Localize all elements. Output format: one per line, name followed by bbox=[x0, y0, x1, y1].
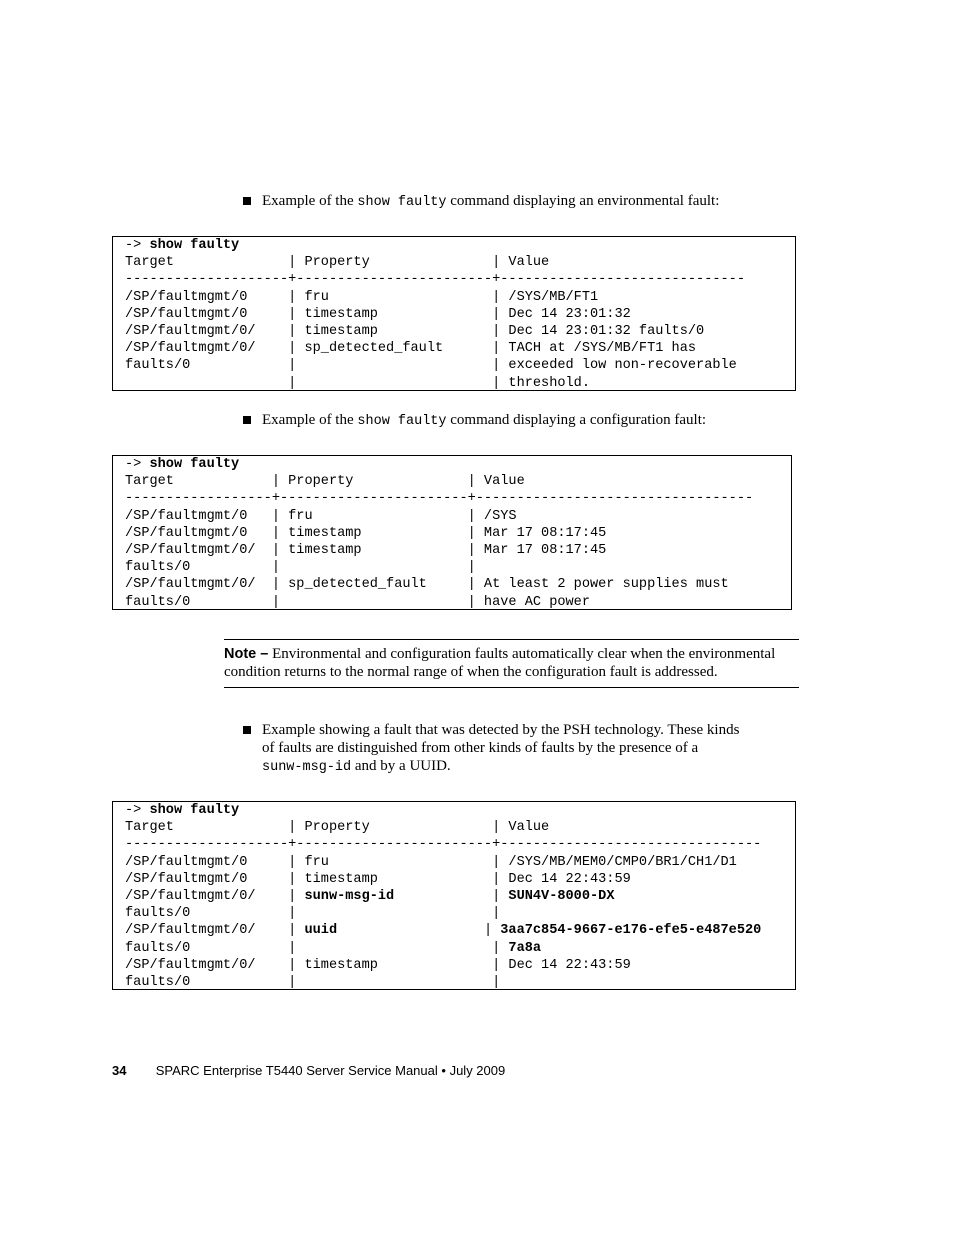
bullet-square-icon bbox=[243, 416, 251, 424]
bullet-text: Example of the show faulty command displaying an environmental fault: bbox=[262, 193, 720, 210]
note-box bbox=[224, 639, 799, 688]
bullet-text: Example of the show faulty command displaying a configuration fault: bbox=[262, 412, 707, 429]
manual-title: SPARC Enterprise T5440 Server Service Manual bbox=[155, 1063, 438, 1078]
bullet-text: Example showing a fault that was detected by the PSH technology. These kinds of faults are distinguished from other kinds of faults by the presence of a sunw-msg-id and by a UUID. bbox=[262, 722, 740, 775]
code-block-configuration-fault bbox=[112, 455, 792, 610]
publication-date: July 2009 bbox=[449, 1063, 506, 1078]
inline-code: show faulty bbox=[357, 195, 447, 210]
note-label: Note – bbox=[224, 646, 269, 662]
code-listing: -> show faulty Target | Property | Value ------------------+-----------------------+---------------------------------- /SP/faultmgmt/0 | fru | /SYS /SP/faultmgmt/0 | timestamp | Mar 17 08:17:45 /SP/faultmgmt/0/ | timestamp | Mar 17 08:17:45 faults/0 | | /SP/faultmgmt/0/ | sp_detected_fault | At least 2 power supplies must faults/0 | | have AC power bbox=[125, 457, 754, 610]
code-listing: -> show faulty Target | Property | Value --------------------+------------------------+-------------------------------- /SP/faultmgmt/0 | fru | /SYS/MB/MEM0/CMP0/BR1/CH1/D1 /SP/faultmgmt/0 | timestamp | Dec 14 22:43:59 /SP/faultmgmt/0/ | sunw-msg-id | SUN4V-8000-DX faults/0 | | /SP/faultmgmt/0/ | uuid | 3aa7c854-9667-e176-efe5-e487e520 faults/0 | | 7a8a /SP/faultmgmt/0/ | timestamp | Dec 14 22:43:59 faults/0 | | bbox=[125, 803, 762, 991]
page-footer bbox=[112, 1063, 505, 1078]
footer-separator: • bbox=[441, 1063, 446, 1078]
inline-code: sunw-msg-id bbox=[262, 760, 352, 775]
code-block-environmental-fault bbox=[112, 236, 796, 391]
note-paragraph bbox=[224, 640, 799, 687]
bullet-square-icon bbox=[243, 726, 251, 734]
code-block-psh-fault bbox=[112, 801, 796, 990]
page-number: 34 bbox=[112, 1063, 127, 1078]
note-text: Environmental and configuration faults automatically clear when the environmental condition returns to the normal range of when the configuration fault is addressed. bbox=[224, 646, 776, 680]
bullet-square-icon bbox=[243, 197, 251, 205]
inline-code: show faulty bbox=[357, 414, 447, 429]
code-listing: -> show faulty Target | Property | Value --------------------+------------------------+------------------------------ /SP/faultmgmt/0 | fru | /SYS/MB/FT1 /SP/faultmgmt/0 | timestamp | Dec 14 23:01:32 /SP/faultmgmt/0/ | timestamp | Dec 14 23:01:32 faults/0 /SP/faultmgmt/0/ | sp_detected_fault | TACH at /SYS/MB/FT1 has faults/0 | | exceeded low non-recoverable | | threshold. bbox=[125, 238, 745, 391]
